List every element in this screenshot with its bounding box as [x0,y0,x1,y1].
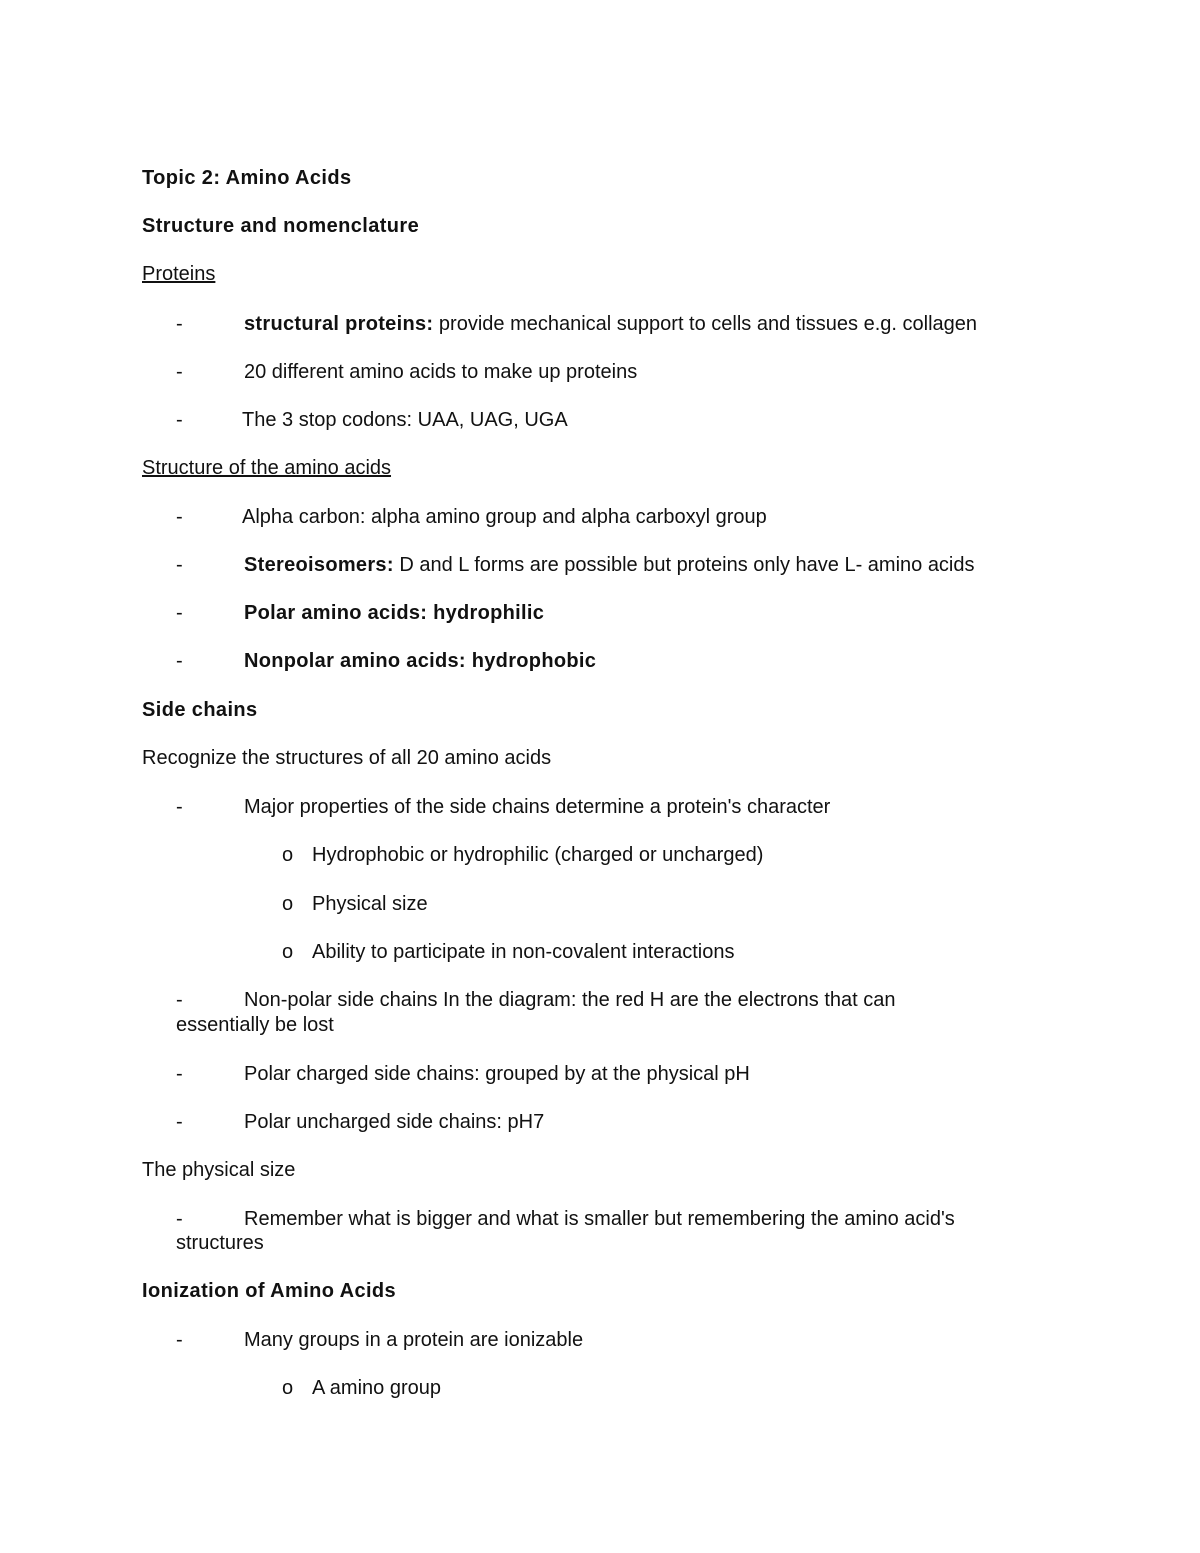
o-bullet-marker: o [282,893,294,915]
term-nonpolar-amino-acids: Nonpolar amino acids: hydrophobic [244,650,597,672]
dash-marker: - [176,1329,183,1351]
dash-marker: - [176,1111,183,1133]
list-item-text [244,649,596,673]
o-bullet-marker: o [282,941,294,963]
dash-marker: - [176,602,183,624]
term-structural-proteins: structural proteins: [244,313,434,335]
list-item-text [244,312,977,336]
definition-text: provide mechanical support to cells and tissues e.g. collagen [433,313,978,335]
list-item-text: The 3 stop codons: UAA, UAG, UGA [242,409,568,431]
subheading-structure-amino-acids: Structure of the amino acids [142,457,392,479]
list-item-text [244,601,544,625]
dash-marker: - [176,313,183,335]
term-stereoisomers: Stereoisomers: [244,554,394,576]
section-heading-ionization: Ionization of Amino Acids [142,1280,397,1302]
list-item-text: 20 different amino acids to make up proteins [244,361,638,383]
definition-text: D and L forms are possible but proteins only have L- amino acids [393,554,975,576]
term-polar-amino-acids: Polar amino acids: hydrophilic [244,602,545,624]
dash-marker: - [176,796,183,818]
list-item-text-continued: essentially be lost [176,1014,334,1036]
dash-marker: - [176,506,183,528]
list-item-text: Many groups in a protein are ionizable [244,1329,584,1351]
sub-list-item-text: Physical size [312,893,428,915]
sub-list-item-text: Ability to participate in non-covalent interactions [312,941,735,963]
dash-marker: - [176,1208,183,1230]
o-bullet-marker: o [282,1377,294,1399]
page-title: Topic 2: Amino Acids [142,167,352,189]
dash-marker: - [176,989,183,1011]
list-item-text [244,553,975,577]
list-item-text: Polar uncharged side chains: pH7 [244,1111,545,1133]
paragraph-text: The physical size [142,1159,296,1181]
sub-list-item-text: Hydrophobic or hydrophilic (charged or uncharged) [312,844,764,866]
dash-marker: - [176,650,183,672]
section-heading-structure: Structure and nomenclature [142,215,420,237]
subheading-proteins: Proteins [142,263,216,285]
dash-marker: - [176,554,183,576]
list-item-text: Remember what is bigger and what is smaller but remembering the amino acid's [244,1208,955,1230]
sub-list-item-text: A amino group [312,1377,441,1399]
o-bullet-marker: o [282,844,294,866]
dash-marker: - [176,361,183,383]
paragraph-text: Recognize the structures of all 20 amino acids [142,747,552,769]
list-item-text-continued: structures [176,1232,264,1254]
section-heading-side-chains: Side chains [142,699,258,721]
dash-marker: - [176,409,183,431]
list-item-text: Polar charged side chains: grouped by at the physical pH [244,1063,750,1085]
list-item-text: Alpha carbon: alpha amino group and alpha carboxyl group [242,506,767,528]
list-item-text: Major properties of the side chains determine a protein's character [244,796,831,818]
list-item-text: Non-polar side chains In the diagram: the red H are the electrons that can [244,989,896,1011]
dash-marker: - [176,1063,183,1085]
